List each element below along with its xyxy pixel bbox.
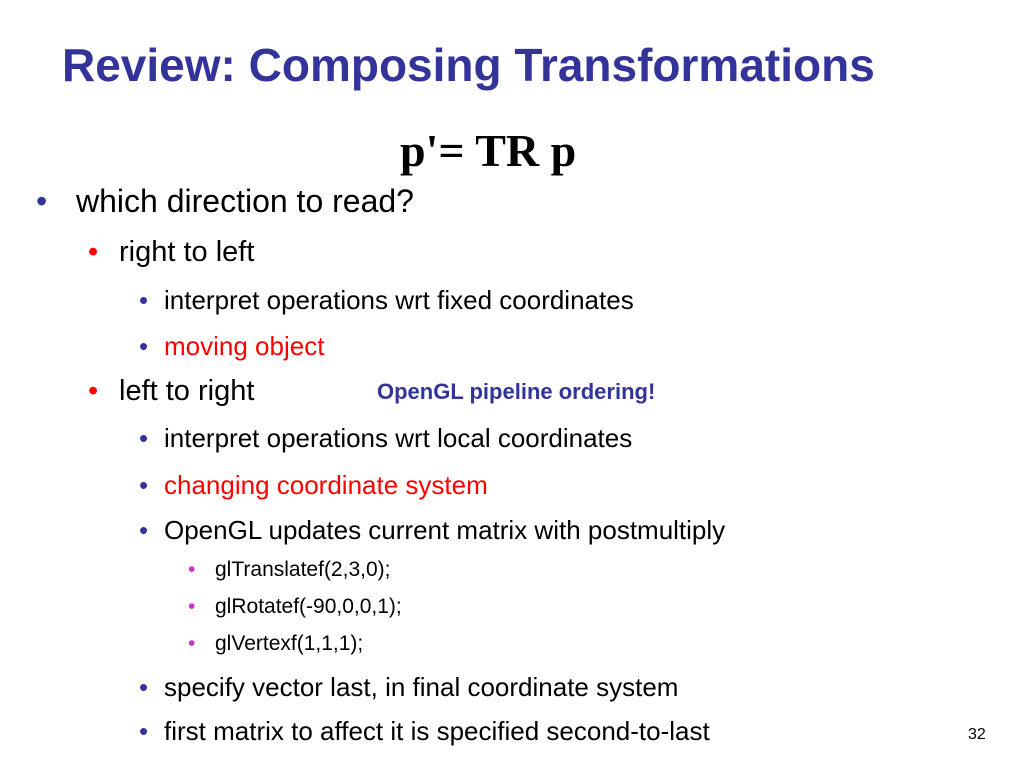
bullet-dot-icon: • (139, 672, 149, 702)
bullet-item (139, 672, 678, 703)
bullet-text-highlight: changing coordinate system (164, 470, 488, 500)
bullet-text: left to right (119, 375, 255, 407)
bullet-item (139, 515, 725, 546)
annotation: OpenGL pipeline ordering! (377, 379, 656, 404)
bullet-text: interpret operations wrt local coordinates (164, 423, 633, 453)
bullet-text: right to left (119, 236, 255, 268)
bullet-dot-icon: • (139, 716, 149, 746)
bullet-text: which direction to read? (76, 183, 414, 219)
bullet-text: glTranslatef(2,3,0); (215, 558, 391, 581)
bullet-dot-icon: • (139, 515, 149, 545)
bullet-text: interpret operations wrt fixed coordinates (164, 285, 634, 315)
bullet-dot-icon: • (139, 285, 149, 315)
bullet-dot-icon: • (188, 632, 196, 655)
bullet-dot-icon: • (139, 470, 149, 500)
bullet-item (139, 285, 634, 316)
bullet-item (188, 595, 402, 619)
bullet-dot-icon: • (36, 183, 48, 219)
bullet-item (139, 716, 710, 747)
bullet-dot-icon: • (188, 595, 196, 618)
bullet-item (139, 470, 488, 501)
bullet-dot-icon: • (139, 423, 149, 453)
bullet-item (188, 632, 363, 656)
bullet-dot-icon: • (88, 236, 99, 268)
bullet-dot-icon: • (188, 558, 196, 581)
bullet-text-highlight: moving object (164, 331, 325, 361)
bullet-item (88, 236, 254, 269)
bullet-text: OpenGL updates current matrix with postmultiply (164, 515, 726, 545)
bullet-text: specify vector last, in final coordinate system (164, 672, 679, 702)
bullet-item (88, 375, 254, 408)
equation: p'= TR p (400, 125, 577, 176)
slide-title: Review: Composing Transformations (62, 39, 875, 91)
bullet-item (139, 423, 632, 454)
bullet-item (188, 558, 390, 582)
bullet-item (36, 183, 414, 220)
bullet-item (139, 331, 324, 362)
bullet-text: first matrix to affect it is specified second-to-last (164, 716, 710, 746)
bullet-text: glVertexf(1,1,1); (215, 632, 364, 655)
bullet-dot-icon: • (88, 375, 99, 407)
bullet-text: glRotatef(-90,0,0,1); (215, 595, 402, 618)
page-number: 32 (968, 726, 986, 743)
bullet-dot-icon: • (139, 331, 149, 361)
